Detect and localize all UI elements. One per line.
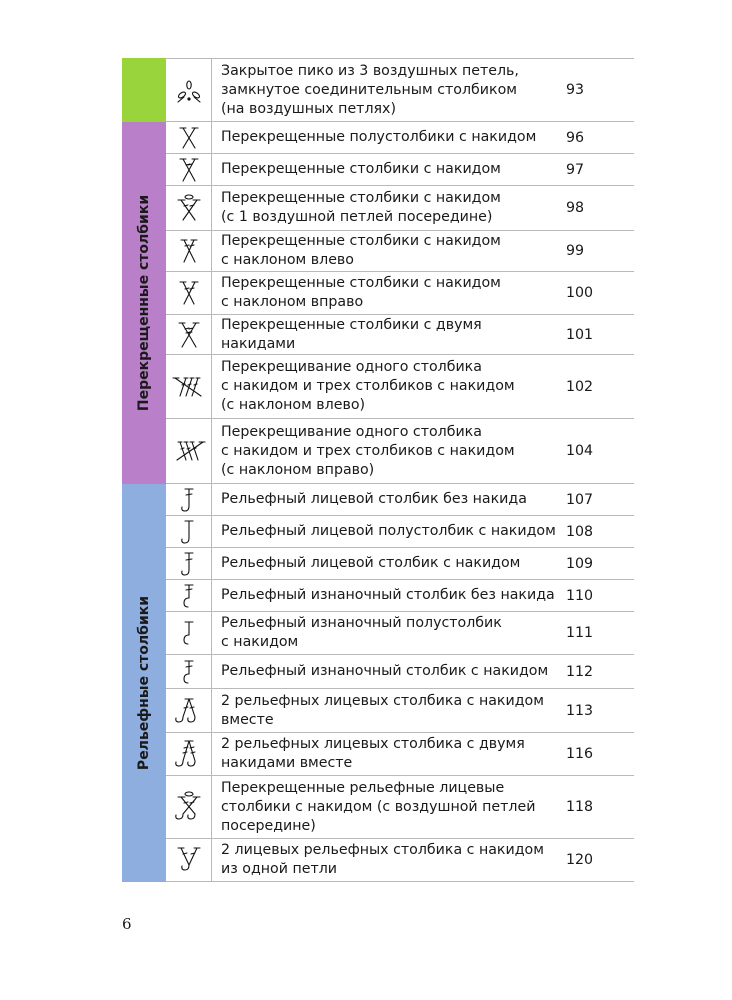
two-front-post-same-stitch-icon: [166, 839, 212, 881]
stitch-description: 2 рельефных лицевых столбика с двумя накидами вместе: [221, 736, 525, 771]
table-row: [166, 315, 634, 355]
picot-icon: [166, 59, 212, 121]
back-post-double-icon: [166, 655, 212, 688]
section-band-picot: [122, 58, 166, 122]
stitch-description: Перекрещивание одного столбика с накидом и трех столбиков с накидом (с наклоном вправо): [221, 423, 515, 478]
table-row: [166, 689, 634, 733]
table-row: [166, 484, 634, 516]
crossed-double-chain-icon: [166, 186, 212, 230]
table-row: [166, 612, 634, 655]
stitch-description: Перекрещенные столбики с накидом (с 1 воздушной петлей посередине): [221, 190, 501, 225]
table-row: [166, 355, 634, 419]
back-post-single-icon: [166, 580, 212, 611]
stitch-description: Закрытое пико из 3 воздушных петель, замкнутое соединительным столбиком (на воздушных петлях): [221, 62, 519, 117]
stitch-description: 2 лицевых рельефных столбика с накидом из одной петли: [221, 842, 544, 877]
table-row: [166, 839, 634, 882]
table-row: [166, 58, 634, 122]
back-post-half-double-icon: [166, 612, 212, 654]
page-reference: 100: [566, 285, 594, 301]
stitch-description: Перекрещенные полустолбики с накидом: [221, 129, 537, 145]
front-post-half-double-icon: [166, 516, 212, 547]
table-row: [166, 655, 634, 689]
crossed-treble-icon: [166, 315, 212, 354]
page-reference: 98: [566, 200, 585, 216]
page-reference: 112: [566, 663, 594, 680]
page-reference: 110: [566, 587, 594, 604]
section-band-crossed: [122, 122, 166, 484]
stitch-description: Перекрещенные столбики с двумя накидами: [221, 316, 482, 352]
page-reference: 97: [566, 161, 585, 178]
table-row: [166, 419, 634, 484]
cross-one-three-right-icon: [166, 419, 212, 483]
stitch-description: Перекрещивание одного столбика с накидом и трех столбиков с накидом (с наклоном влево): [221, 359, 515, 413]
front-post-single-icon: [166, 484, 212, 515]
table-row: [166, 272, 634, 315]
crossed-double-right-icon: [166, 272, 212, 314]
page-number: 6: [122, 915, 132, 933]
table-row: [166, 186, 634, 231]
table-row: [166, 154, 634, 186]
stitch-description: Рельефный изнаночный полустолбик с накидом: [221, 615, 502, 650]
stitch-description: 2 рельефных лицевых столбика с накидом вместе: [221, 692, 544, 728]
table-row: [166, 733, 634, 776]
page-reference: 107: [566, 491, 594, 508]
crossed-half-double-icon: [166, 122, 212, 153]
page-reference: 109: [566, 555, 594, 572]
page-reference: 116: [566, 746, 594, 762]
page-reference: 118: [566, 799, 594, 815]
crossed-double-icon: [166, 154, 212, 185]
two-front-post-treble-together-icon: [166, 733, 212, 775]
table-row: [166, 122, 634, 154]
stitch-description: Рельефный изнаночный столбик с накидом: [221, 663, 549, 679]
cross-one-three-left-icon: [166, 355, 212, 418]
page-reference: 99: [566, 243, 585, 259]
page-reference: 111: [566, 625, 594, 641]
page-reference: 108: [566, 523, 594, 540]
page-reference: 104: [566, 443, 594, 459]
section-label-crossed: Перекрещенные столбики: [136, 194, 152, 412]
table-row: [166, 776, 634, 839]
stitch-description: Перекрещенные столбики с накидом с наклоном вправо: [221, 275, 501, 310]
stitch-description: Перекрещенные столбики с накидом с наклоном влево: [221, 233, 501, 268]
page-reference: 113: [566, 702, 594, 719]
stitch-description: Рельефный изнаночный столбик без накида: [221, 587, 555, 603]
two-front-post-together-icon: [166, 689, 212, 732]
page-reference: 101: [566, 326, 594, 343]
stitch-description: Рельефный лицевой столбик с накидом: [221, 555, 521, 571]
front-post-double-icon: [166, 548, 212, 579]
page-reference: 96: [566, 129, 585, 146]
stitch-description: Рельефный лицевой столбик без накида: [221, 491, 527, 507]
page-reference: 93: [566, 82, 585, 98]
stitch-description: Перекрещенные столбики с накидом: [221, 161, 501, 177]
stitch-description: Рельефный лицевой полустолбик с накидом: [221, 523, 556, 539]
page-reference: 102: [566, 378, 594, 395]
crossed-front-post-chain-icon: [166, 776, 212, 838]
section-band-relief: [122, 484, 166, 882]
table-row: [166, 231, 634, 272]
table-row: [166, 548, 634, 580]
table-row: [166, 580, 634, 612]
crossed-double-left-icon: [166, 231, 212, 271]
table-row: [166, 516, 634, 548]
stitch-description: Перекрещенные рельефные лицевые столбики с накидом (с воздушной петлей посередине): [221, 779, 536, 834]
page-reference: 120: [566, 852, 594, 868]
section-label-relief: Рельефные столбики: [136, 595, 152, 771]
